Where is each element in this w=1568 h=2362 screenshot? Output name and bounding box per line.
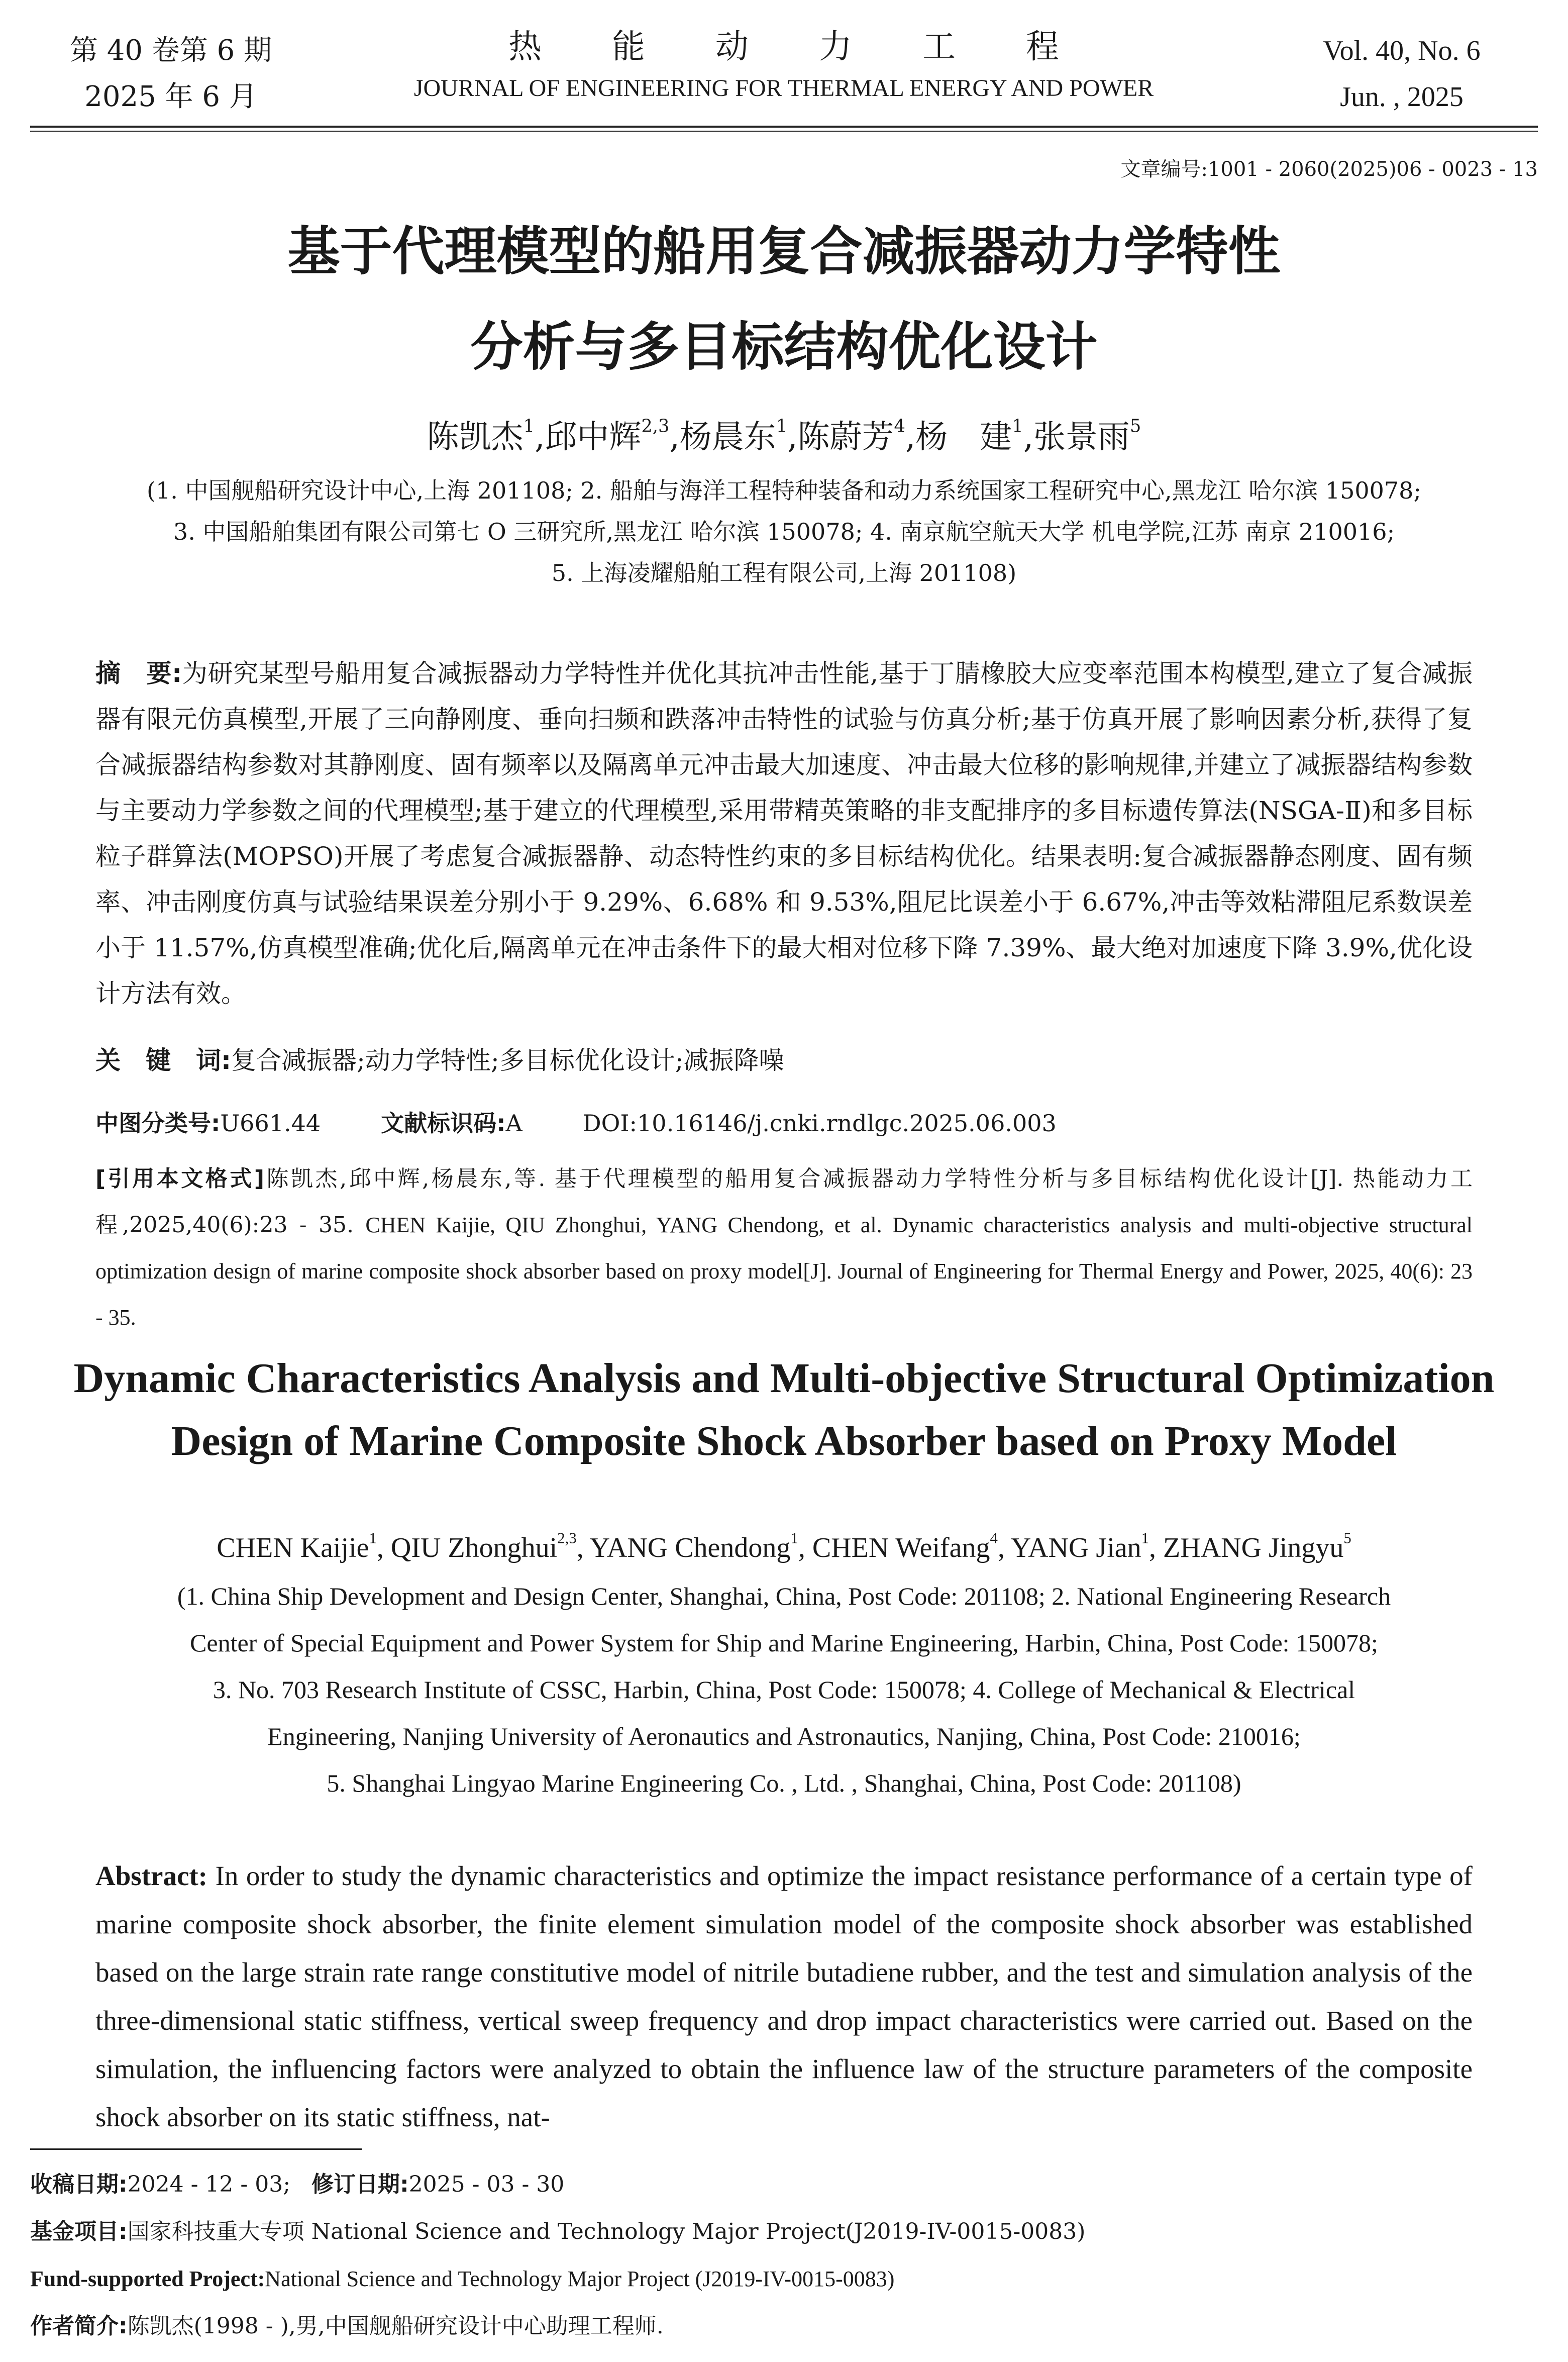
keywords-cn-label: 关 键 词: <box>95 1046 231 1075</box>
author-affil-mark: 2,3 <box>557 1529 577 1547</box>
keywords-cn <box>95 1038 1473 1083</box>
author-name: 邱中辉 <box>545 419 642 456</box>
doc-code-label: 文献标识码: <box>381 1110 506 1137</box>
article-number: 文章编号:1001 - 2060(2025)06 - 0023 - 13 <box>1120 158 1538 181</box>
author-affil-mark: 1 <box>369 1529 377 1547</box>
journal-name-en: JOURNAL OF ENGINEERING FOR THERMAL ENERGY AND POWER <box>413 75 1154 102</box>
author-name: CHEN Weifang <box>812 1532 990 1563</box>
abstract-cn <box>95 651 1473 1017</box>
author-affil-mark: 1 <box>523 416 535 437</box>
author-bio-value: 陈凯杰(1998 - ),男,中国舰船研究设计中心助理工程师. <box>127 2313 664 2339</box>
author-affil-mark: 1 <box>790 1529 798 1547</box>
doc-code-value: A <box>505 1110 522 1137</box>
affiliation-line: 3. No. 703 Research Institute of CSSC, Harbin, China, Post Code: 150078; 4. College of Mechanical & Electrical <box>213 1676 1355 1704</box>
footnote-dates <box>30 2161 1537 2208</box>
author-affil-mark: 4 <box>990 1529 998 1547</box>
clc-label: 中图分类号: <box>95 1110 221 1137</box>
author-affil-mark: 5 <box>1129 416 1141 437</box>
paper-title-en <box>0 1347 1568 1472</box>
abstract-en-label: Abstract: <box>95 1860 207 1891</box>
author-name: 杨 建 <box>915 419 1012 456</box>
affiliation-line: 5. Shanghai Lingyao Marine Engineering Co. , Ltd. , Shanghai, China, Post Code: 201108) <box>327 1769 1241 1797</box>
citation-format <box>95 1156 1473 1341</box>
footnote-author-bio <box>30 2303 1537 2350</box>
volume-issue-en: Vol. 40, No. 6 <box>1323 35 1481 66</box>
author-affil-mark: 5 <box>1343 1529 1351 1547</box>
affiliation-line: (1. China Ship Development and Design Center, Shanghai, China, Post Code: 201108; 2. National Engineering Research <box>177 1582 1391 1610</box>
citation-text-en: CHEN Kaijie, QIU Zhonghui, YANG Chendong, et al. Dynamic characteristics analysis and multi-objective structural optimization design of marine composite shock absorber based on proxy model[J]. Journal of Engineering for Thermal Energy and Power, 2025, 40(6): 23 - 35. <box>95 1213 1473 1330</box>
author-list-cn: 陈凯杰$^1$,邱中辉$^{2,3}$,杨晨东$^1$,陈蔚芳$^4$,杨 建$^1$,张景雨$^5$ <box>427 416 1141 456</box>
abstract-en-text: In order to study the dynamic characteristics and optimize the impact resistance performance of a certain type of marine composite shock absorber, the finite element simulation model of the composite shock absorber was established based on the large strain rate range constitutive model of nitrile butadiene rubber, and the test and simulation analysis of the three-dimensional static stiffness, vertical sweep frequency and drop impact characteristics were carried out. Based on the simulation, the influencing factors were analyzed to obtain the influence law of the structure parameters of the composite shock absorber on its static stiffness, nat- <box>95 1860 1473 2132</box>
author-name: QIU Zhonghui <box>390 1532 558 1563</box>
affiliation-line: 5. 上海凌耀船舶工程有限公司,上海 201108) <box>551 559 1017 586</box>
paper-title-cn <box>0 204 1568 395</box>
received-label: 收稿日期: <box>30 2172 128 2197</box>
abstract-cn-text: 为研究某型号船用复合减振器动力学特性并优化其抗冲击性能,基于丁腈橡胶大应变率范围本构模型,建立了复合减振器有限元仿真模型,开展了三向静刚度、垂向扫频和跌落冲击特性的试验与仿真分析;基于仿真开展了影响因素分析,获得了复合减振器结构参数对其静刚度、固有频率以及隔离单元冲击最大加速度、冲击最大位移的影响规律,并建立了减振器结构参数与主要动力学参数之间的代理模型;基于建立的代理模型,采用带精英策略的非支配排序的多目标遗传算法(NSGA-Ⅱ)和多目标粒子群算法(MOPSO)开展了考虑复合减振器静、动态特性约束的多目标结构优化。结果表明:复合减振器静态刚度、固有频率、冲击刚度仿真与试验结果误差分别小于 9.29%、6.68% 和 9.53%,阻尼比误差小于 6.67%,冲击等效粘滞阻尼系数误差小于 11.57%,仿真模型准确;优化后,隔离单元在冲击条件下的最大相对位移下降 7.39%、最大绝对加速度下降 3.9%,优化设计方法有效。 <box>95 659 1473 1008</box>
classification-line <box>95 1101 1473 1146</box>
date-cn: 2025 年 6 月 <box>84 80 257 113</box>
journal-name-cn: 热能动力工程 <box>508 27 1129 66</box>
title-cn-line: 基于代理模型的船用复合减振器动力学特性 <box>287 221 1281 282</box>
affiliation-line: 3. 中国船舶集团有限公司第七 O 三研究所,黑龙江 哈尔滨 150078; 4. 南京航空航天大学 机电学院,江苏 南京 210016; <box>173 518 1395 545</box>
author-list-en: CHEN Kaijie$^1$, QIU Zhonghui$^{2,3}$, YANG Chendong$^1$, CHEN Weifang$^4$, YANG Jian$^1$, ZHANG Jingyu$^5$ <box>217 1529 1351 1563</box>
title-en-line: Design of Marine Composite Shock Absorber based on Proxy Model <box>171 1418 1397 1464</box>
affiliation-line: Center of Special Equipment and Power System for Ship and Marine Engineering, Harbin, China, Post Code: 150078; <box>190 1629 1378 1657</box>
author-name: 陈蔚芳 <box>797 419 894 456</box>
affiliation-line: (1. 中国舰船研究设计中心,上海 201108; 2. 船舶与海洋工程特种装备和动力系统国家工程研究中心,黑龙江 哈尔滨 150078; <box>147 477 1421 504</box>
journal-masthead <box>352 23 1216 106</box>
title-cn-line: 分析与多目标结构优化设计 <box>470 316 1098 377</box>
citation-text-cn: 陈凯杰,邱中辉,杨晨东,等. 基于代理模型的船用复合减振器动力学特性分析与多目标结构优化设计[J]. 热能动力工程,2025,40(6):23 - 35. <box>95 1166 1473 1238</box>
author-name: 陈凯杰 <box>427 419 524 456</box>
fund-en-label: Fund-supported Project: <box>30 2267 265 2291</box>
author-name: 张景雨 <box>1033 419 1130 456</box>
author-affil-mark: 4 <box>894 416 905 437</box>
revised-label: 修订日期: <box>311 2172 409 2197</box>
abstract-en <box>95 1852 1473 2141</box>
author-affil-mark: 1 <box>1012 416 1023 437</box>
fund-cn-value: 国家科技重大专项 National Science and Technology Major Project(J2019-IV-0015-0083) <box>127 2219 1086 2244</box>
keywords-cn-text: 复合减振器;动力学特性;多目标优化设计;减振降噪 <box>231 1046 784 1075</box>
citation-label: [引用本文格式] <box>95 1166 264 1192</box>
affiliations-cn <box>20 470 1548 594</box>
abstract-cn-label: 摘 要: <box>95 659 182 688</box>
author-affil-mark: 2,3 <box>641 416 670 437</box>
received-value: 2024 - 12 - 03; <box>127 2172 291 2197</box>
author-name: ZHANG Jingyu <box>1163 1532 1344 1563</box>
author-name: CHEN Kaijie <box>217 1532 369 1563</box>
affiliations-en <box>75 1573 1493 1807</box>
date-en: Jun. , 2025 <box>1340 81 1464 113</box>
issue-info-cn <box>60 28 281 120</box>
fund-en-value: National Science and Technology Major Project (J2019-IV-0015-0083) <box>265 2267 895 2291</box>
footnote-rule <box>30 2148 362 2150</box>
revised-value: 2025 - 03 - 30 <box>408 2172 565 2197</box>
author-affil-mark: 1 <box>776 416 788 437</box>
fund-cn-label: 基金项目: <box>30 2219 128 2244</box>
volume-issue-cn: 第 40 卷第 6 期 <box>69 34 272 67</box>
footnote-fund-en <box>30 2255 1537 2303</box>
author-affil-mark: 1 <box>1141 1529 1149 1547</box>
affiliation-line: Engineering, Nanjing University of Aeronautics and Astronautics, Nanjing, China, Post Code: 210016; <box>267 1722 1301 1750</box>
doi: DOI:10.16146/j.cnki.rndlgc.2025.06.003 <box>582 1110 1057 1137</box>
footnotes <box>30 2161 1537 2350</box>
author-name: YANG Jian <box>1010 1532 1141 1563</box>
footnote-fund-cn <box>30 2208 1537 2255</box>
author-bio-label: 作者简介: <box>30 2313 128 2339</box>
author-name: YANG Chendong <box>589 1532 791 1563</box>
issue-info-en <box>1286 28 1517 120</box>
clc-value: U661.44 <box>220 1110 321 1137</box>
header-rule <box>30 126 1538 128</box>
header-rule-thin <box>30 131 1538 132</box>
author-name: 杨晨东 <box>679 419 776 456</box>
title-en-line: Dynamic Characteristics Analysis and Multi-objective Structural Optimization <box>73 1355 1495 1402</box>
